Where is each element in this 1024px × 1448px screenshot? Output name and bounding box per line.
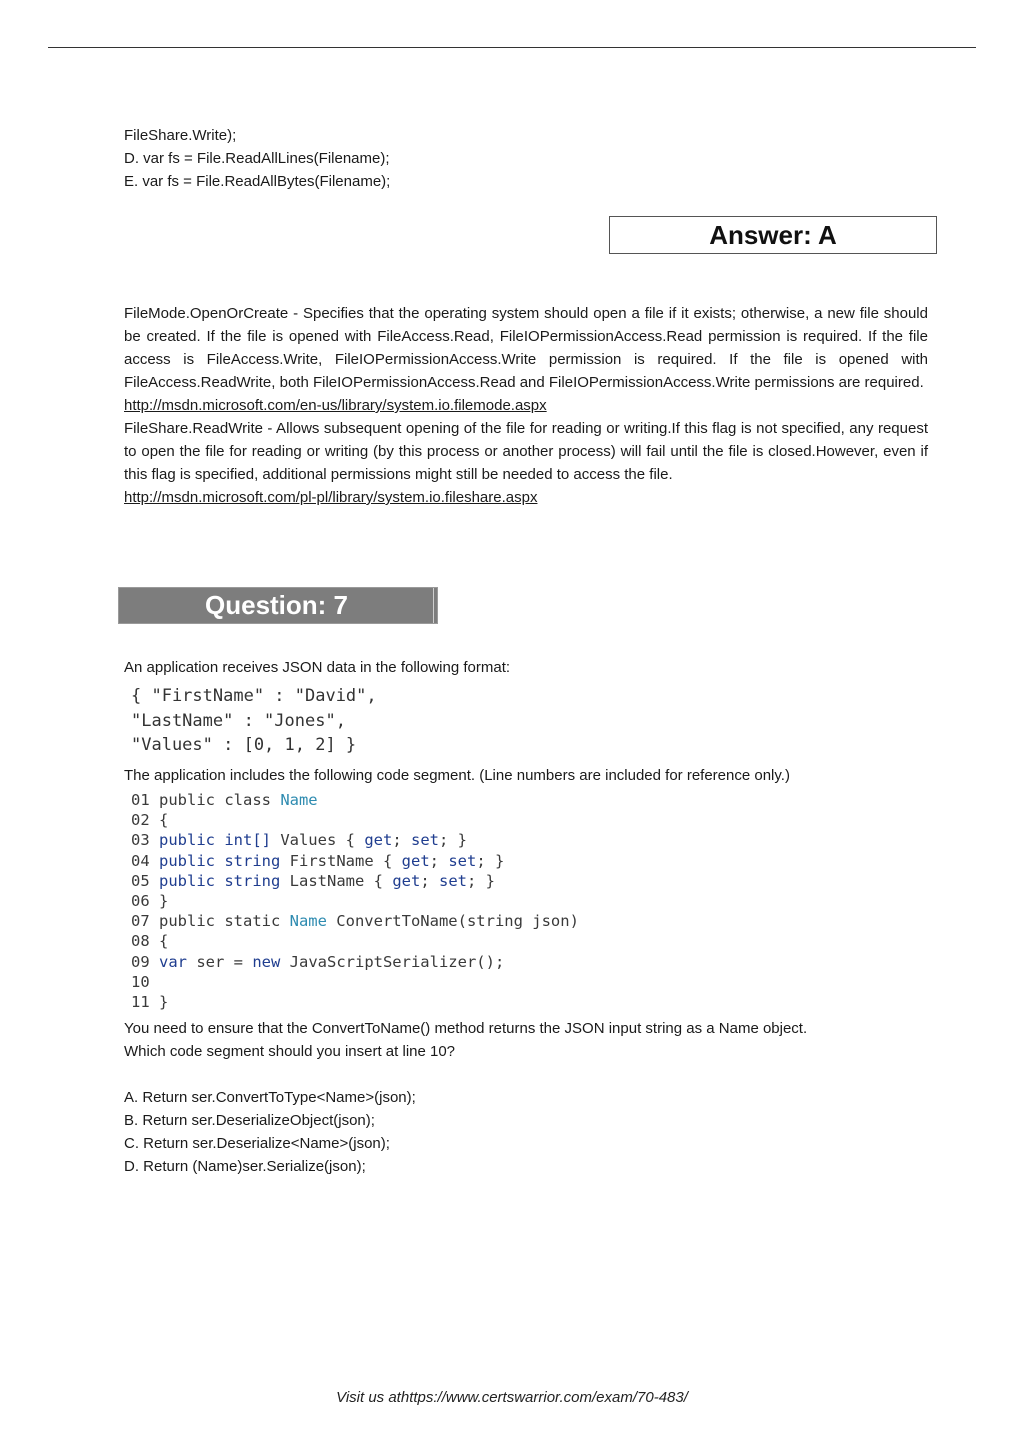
answer-options (124, 1086, 928, 1178)
code-listing (131, 790, 579, 1012)
explanation-paragraph-fileshare: FileShare.ReadWrite - Allows subsequent opening of the file for reading or writing.If this flag is not specified, any request to open the file for reading or writing (by this process or another process) will fail until the file is closed.However, even if this flag is specified, additional permissions might still be needed to access the file. (124, 420, 928, 483)
code-line-10: 10 (131, 972, 150, 991)
code-line-04: 04 public string FirstName { get; set; } (131, 851, 505, 870)
option-continuation: FileShare.Write); (124, 127, 237, 144)
code-line-06: 06 } (131, 892, 169, 911)
code-intro: The application includes the following code segment. (Line numbers are included for reference only.) (124, 767, 790, 784)
json-sample (131, 684, 377, 758)
previous-options (124, 124, 928, 193)
answer-label: Answer: A (709, 219, 837, 250)
question-label: Question: 7 (205, 590, 349, 620)
code-line-11: 11 } (131, 993, 169, 1012)
task-line: Which code segment should you insert at line 10? (124, 1043, 456, 1060)
json-line: { "FirstName" : "David", (131, 686, 377, 706)
option-a: A. Return ser.ConvertToType<Name>(json); (124, 1089, 416, 1106)
fileshare-link[interactable]: http://msdn.microsoft.com/pl-pl/library/system.io.fileshare.aspx (124, 489, 538, 506)
code-line-09: 09 var ser = new JavaScriptSerializer(); (131, 952, 505, 971)
header-rule (48, 47, 976, 48)
option-c: C. Return ser.Deserialize<Name>(json); (124, 1135, 390, 1152)
question-header (118, 587, 438, 624)
code-line-07: 07 public static Name ConvertToName(string json) (131, 912, 579, 931)
code-line-02: 02 { (131, 811, 169, 830)
footer-visit-link[interactable]: Visit us athttps://www.certswarrior.com/exam/70-483/ (336, 1389, 688, 1406)
explanation (124, 302, 928, 509)
explanation-paragraph-filemode: FileMode.OpenOrCreate - Specifies that the operating system should open a file if it exists; otherwise, a new file should be created. If the file is opened with FileAccess.Read, FileIOPermissionAccess.Read permission is required. If the file access is FileAccess.Write, FileIOPermissionAccess.Write permission is required. If the file is opened with FileAccess.ReadWrite, both FileIOPermissionAccess.Read and FileIOPermissionAccess.Write permissions are required. (124, 305, 928, 391)
filemode-link[interactable]: http://msdn.microsoft.com/en-us/library/system.io.filemode.aspx (124, 397, 547, 414)
code-line-08: 08 { (131, 932, 169, 951)
option-b: B. Return ser.DeserializeObject(json); (124, 1112, 375, 1129)
option-e: E. var fs = File.ReadAllBytes(Filename); (124, 173, 391, 190)
option-d: D. var fs = File.ReadAllLines(Filename); (124, 150, 390, 167)
task-description (124, 1017, 928, 1063)
question-intro: An application receives JSON data in the following format: (124, 659, 511, 676)
code-line-01: 01 public class Name (131, 791, 318, 809)
json-line: "LastName" : "Jones", (131, 710, 346, 731)
code-line-05: 05 public string LastName { get; set; } (131, 871, 495, 890)
code-line-03: 03 public int[] Values { get; set; } (131, 831, 467, 850)
answer-box (609, 216, 937, 254)
task-line: You need to ensure that the ConvertToName() method returns the JSON input string as a Name object. (124, 1020, 808, 1037)
json-line: "Values" : [0, 1, 2] } (131, 735, 357, 755)
option-d: D. Return (Name)ser.Serialize(json); (124, 1158, 366, 1175)
